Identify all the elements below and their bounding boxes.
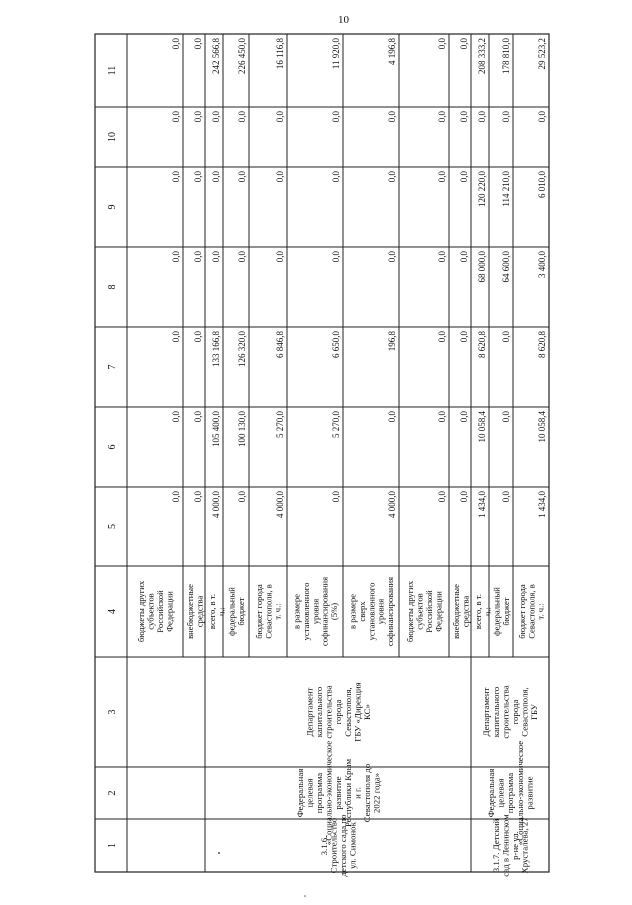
cell-value: 126 320,0: [237, 331, 247, 367]
cell-value: 0,0: [193, 251, 203, 263]
cell-value: 0,0: [437, 111, 447, 123]
cell-value: 0,0: [171, 411, 181, 423]
cell-value: 0,0: [437, 171, 447, 183]
cell-value: 178 810,0: [501, 38, 511, 74]
cell-value: 0,0: [171, 111, 181, 123]
cell-value: 0,0: [387, 111, 397, 123]
cell-value: 16 116,8: [275, 38, 285, 70]
column-header-1: 1: [107, 843, 118, 848]
cell-value: 8 620,8: [537, 331, 547, 358]
cell-value: 0,0: [275, 171, 285, 183]
column-header-10: 10: [107, 132, 118, 142]
cell-value: 0,0: [477, 111, 487, 123]
cell-value: 29 523,2: [537, 38, 547, 70]
column-header-7: 7: [107, 364, 118, 370]
cell-value: 6 846,8: [275, 331, 285, 358]
cell-value: 0,0: [501, 411, 511, 423]
cell-value: 100 130,0: [237, 411, 247, 447]
cell-value: 4 000,0: [211, 491, 221, 518]
cell-value: 4 000,0: [275, 491, 285, 518]
row-label: федеральныйбюджет: [226, 587, 246, 636]
row-label: всего, в т.ч.:: [207, 593, 227, 630]
cell-value: 0,0: [459, 491, 469, 503]
cell-value: 1 434,0: [477, 491, 487, 518]
cell-value: 0,0: [331, 111, 341, 123]
row-label: бюджеты другихсубъектовРоссийскойФедерации: [136, 580, 175, 643]
cell-value: 0,0: [459, 411, 469, 423]
row-label: всего, в т.ч.:: [473, 593, 493, 630]
cell-value: 0,0: [459, 171, 469, 183]
cell-value: 0,0: [537, 111, 547, 123]
column-header-4: 4: [107, 609, 118, 614]
cell-value: 0,0: [437, 491, 447, 503]
column-header-11: 11: [107, 65, 118, 76]
section-2-program: Федеральнаяцелеваяпрограмма«Социально-экономическоеразвитие: [486, 740, 535, 846]
column-header-8: 8: [107, 284, 118, 290]
cell-value: 120 220,0: [477, 171, 487, 207]
cell-value: 0,0: [501, 491, 511, 503]
section-1-executor: ДепартаменткапитальногостроительствагородаСевастополя,ГБУ «ДирекцияКС»: [304, 682, 372, 742]
row-label: бюджет городаСевастополя, вт. ч.:: [516, 584, 546, 639]
cell-value: 0,0: [459, 38, 469, 50]
cell-value: 0,0: [387, 171, 397, 183]
rotated-table: [95, 34, 549, 877]
row-label: в размересверхустановленногоуровнясофинансирования: [347, 576, 396, 647]
cell-value: 3 400,0: [537, 251, 547, 278]
cell-value: 0,0: [437, 411, 447, 423]
cell-value: 1 434,0: [537, 491, 547, 518]
row-label: в размереустановленногоуровнясофинансирования(5%): [291, 576, 340, 647]
column-header-3: 3: [107, 709, 118, 715]
cell-value: 6 650,0: [331, 331, 341, 358]
cell-value: 0,0: [171, 331, 181, 343]
column-header-2: 2: [107, 790, 118, 796]
cell-value: 6 010,0: [537, 171, 547, 198]
cell-value: 0,0: [459, 251, 469, 263]
cell-value: 5 270,0: [275, 411, 285, 438]
cell-value: 5 270,0: [331, 411, 341, 438]
cell-value: 0,0: [193, 171, 203, 183]
cell-value: 0,0: [237, 251, 247, 263]
cell-value: 0,0: [171, 251, 181, 263]
cell-value: 0,0: [387, 411, 397, 423]
cell-value: 0,0: [331, 251, 341, 263]
cell-value: 133 166,8: [211, 331, 221, 367]
cell-value: 0,0: [193, 111, 203, 123]
column-header-9: 9: [107, 204, 118, 210]
scan-artifacts: [218, 852, 306, 897]
cell-value: 114 210,0: [501, 171, 511, 207]
cell-value: 0,0: [211, 171, 221, 183]
cell-value: 196,8: [387, 331, 397, 352]
cell-value: 208 333,2: [477, 38, 487, 74]
cell-value: 0,0: [459, 331, 469, 343]
cell-value: 64 600,0: [501, 251, 511, 283]
cell-value: 0,0: [501, 331, 511, 343]
cell-value: 0,0: [437, 38, 447, 50]
cell-value: 0,0: [437, 331, 447, 343]
cell-value: 0,0: [211, 111, 221, 123]
cell-value: 0,0: [331, 171, 341, 183]
cell-value: 8 620,8: [477, 331, 487, 358]
cell-value: 4 196,8: [387, 38, 397, 65]
section-2-item: 3.1.7. Детскийсад в Ленинскомр-не ул.Хрусталева, 27: [490, 814, 530, 877]
cell-value: 0,0: [237, 111, 247, 123]
cell-value: 10 058,4: [477, 411, 487, 443]
cell-value: 0,0: [275, 251, 285, 263]
section-1-program: Федеральнаяцелеваяпрограмма«Социально-экономическоеразвитиеРеспублики Крыми г.Севастополя до2022 года»: [294, 740, 382, 846]
cell-value: 0,0: [193, 491, 203, 503]
cell-value: 11 920,0: [331, 38, 341, 70]
row-label: внебюджетныесредства: [185, 584, 205, 639]
cell-value: 0,0: [171, 38, 181, 50]
cell-value: 0,0: [331, 491, 341, 503]
cell-value: 0,0: [171, 491, 181, 503]
row-label: бюджеты другихсубъектовРоссийскойФедерации: [405, 580, 444, 643]
cell-value: 10 058,4: [537, 411, 547, 443]
cell-value: 0,0: [237, 491, 247, 503]
cell-value: 105 400,0: [211, 411, 221, 447]
cell-value: 0,0: [237, 171, 247, 183]
table-layer: [95, 34, 549, 877]
row-label: внебюджетныесредства: [451, 584, 471, 639]
cell-value: 0,0: [193, 38, 203, 50]
cell-value: 0,0: [211, 251, 221, 263]
column-header-5: 5: [107, 524, 118, 529]
page-number: 10: [338, 14, 349, 26]
cell-value: 0,0: [501, 111, 511, 123]
cell-value: 242 566,8: [211, 38, 221, 74]
cell-value: 0,0: [275, 111, 285, 123]
cell-value: 4 000,0: [387, 491, 397, 518]
row-label: бюджет городаСевастополя, вт. ч.:: [253, 584, 283, 639]
cell-value: 0,0: [171, 171, 181, 183]
column-header-6: 6: [107, 444, 118, 450]
section-1-item: 3.1.6.Строительстводетского сада поул. Симонок: [318, 814, 358, 877]
cell-value: 0,0: [193, 331, 203, 343]
cell-value: 0,0: [459, 111, 469, 123]
cell-value: 0,0: [437, 251, 447, 263]
row-label: федеральныйбюджет: [491, 587, 511, 636]
table-grid: [95, 34, 549, 872]
section-2-executor: ДепартаменткапитальногостроительствагородаСевастополя,ГБУ: [481, 685, 540, 739]
cell-value: 68 000,0: [477, 251, 487, 283]
cell-value: 0,0: [387, 251, 397, 263]
cell-value: 226 450,0: [237, 38, 247, 74]
cell-value: 0,0: [193, 411, 203, 423]
